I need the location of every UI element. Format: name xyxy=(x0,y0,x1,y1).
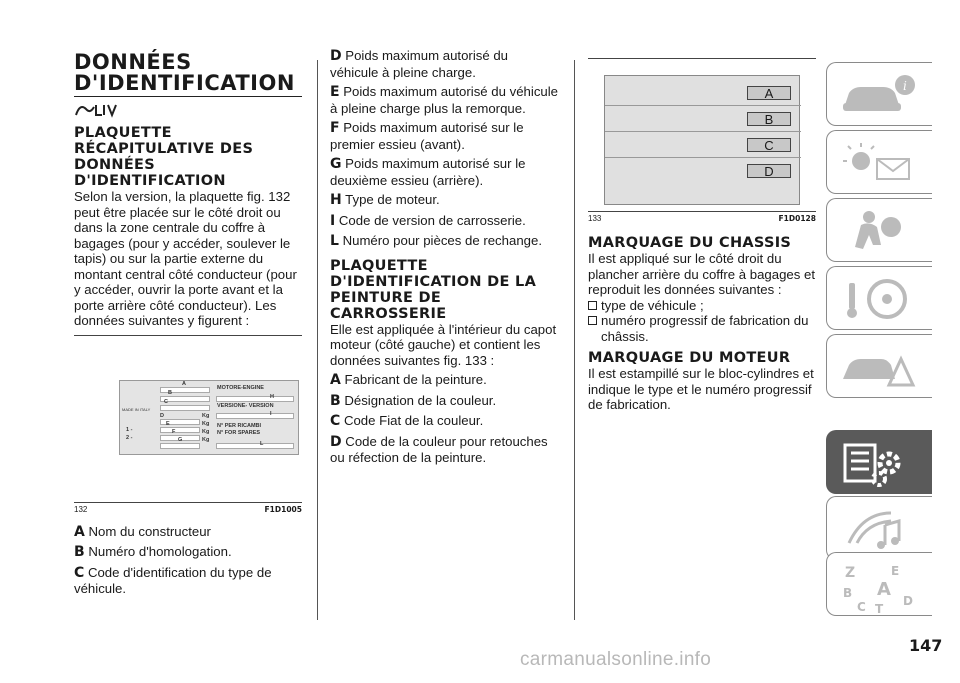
figure-132 xyxy=(74,340,302,500)
plate-label: N° FOR SPARES xyxy=(217,429,261,436)
column-2 xyxy=(330,48,560,466)
steering-key-icon xyxy=(839,273,921,325)
plate-label: N° PER RICAMBI xyxy=(217,422,262,429)
list-item: E Poids maximum autorisé du véhicule à pleine charge plus la remorque. xyxy=(330,84,559,116)
tab-dashboard[interactable] xyxy=(826,130,932,194)
plate-label: 1 - xyxy=(126,426,133,433)
plate-label: L xyxy=(260,440,264,447)
tab-safety[interactable] xyxy=(826,198,932,262)
list-item: F Poids maximum autorisé sur le premier essieu (avant). xyxy=(330,120,524,152)
plate-label: C xyxy=(747,138,791,152)
figure-133 xyxy=(588,59,816,209)
column-separator xyxy=(317,60,318,620)
column-3 xyxy=(588,58,816,413)
tab-starting-driving[interactable] xyxy=(826,266,932,330)
maintenance-gear-icon xyxy=(839,437,921,489)
airbag-safety-icon xyxy=(839,205,921,257)
plate-label: MOTORE-ENGINE xyxy=(217,384,264,391)
plate-label: D xyxy=(747,164,791,178)
breakdown-triangle-icon xyxy=(839,341,921,393)
plate-label: VERSIONE- VERSION xyxy=(217,402,274,409)
plate-label: B xyxy=(747,112,791,126)
list-item: A Nom du constructeur xyxy=(74,523,211,540)
intro-paragraph: Selon la version, la plaquette fig. 132 peut être placée sur le côté droit ou dans la zone centrale du coffre à bagages (pour y accéder, soulever le tapis) ou sur la partie externe du montant central côté conducteur (pour y accéder, ouvrir la porte avant et la porte arrière côté conducteur). Les données suivantes y figurent : xyxy=(74,189,297,328)
tab-index[interactable] xyxy=(826,552,932,616)
list-item: type de véhicule ; xyxy=(588,298,816,314)
list-item: A Fabricant de la peinture. xyxy=(330,372,487,388)
svg-text:A: A xyxy=(877,579,891,600)
list-item: D Code de la couleur pour retouches ou réfection de la peinture. xyxy=(330,433,548,465)
svg-text:C: C xyxy=(857,600,866,614)
index-letters-icon xyxy=(839,559,921,615)
plate-label: Kg xyxy=(202,428,210,435)
plate-label: B xyxy=(168,389,172,396)
watermark: carmanualsonline.info xyxy=(520,649,712,670)
figure-caption xyxy=(588,211,816,229)
plate-label: E xyxy=(166,420,170,427)
plate-label: MADE IN ITALY xyxy=(122,406,151,412)
list-item: numéro progressif de fabrication du châssis. xyxy=(588,313,816,344)
svg-text:T: T xyxy=(875,602,884,615)
multimedia-icon xyxy=(839,503,921,555)
svg-text:Z: Z xyxy=(845,565,856,581)
list-item: I Code de version de carrosserie. xyxy=(330,212,526,229)
plate-label: F xyxy=(172,428,176,435)
section-title-moteur: MARQUAGE DU MOTEUR xyxy=(588,350,791,366)
svg-text:D: D xyxy=(903,594,913,608)
tab-car-info[interactable] xyxy=(826,62,932,126)
list-item: B Numéro d'homologation. xyxy=(74,544,232,560)
list-item: G Poids maximum autorisé sur le deuxième essieu (arrière). xyxy=(330,156,526,188)
paint-plate-diagram xyxy=(604,75,800,205)
intro-paragraph: Elle est appliquée à l'intérieur du capot moteur (côté gauche) et contient les données suivantes fig. 133 : xyxy=(330,321,557,368)
list-item: C Code d'identification du type de véhicule. xyxy=(74,564,272,596)
plate-label: G xyxy=(178,436,183,443)
chassis-paragraph: Il est appliqué sur le côté droit du plancher arrière du coffre à bagages et reproduit les données suivantes : xyxy=(588,251,816,297)
section-title-chassis: MARQUAGE DU CHASSIS xyxy=(588,235,792,251)
list-item: B Désignation de la couleur. xyxy=(330,392,497,409)
divider xyxy=(74,335,302,336)
plate-label: Kg xyxy=(202,420,210,427)
tab-maintenance[interactable] xyxy=(826,430,932,494)
figure-code: F1D0128 xyxy=(778,214,816,223)
svg-text:E: E xyxy=(891,564,900,578)
list-item: D Poids maximum autorisé du véhicule à pleine charge. xyxy=(330,48,509,80)
tab-multimedia[interactable] xyxy=(826,496,932,560)
checkbox-bullet-icon xyxy=(588,301,597,310)
vehicle-logo-icon xyxy=(74,101,302,119)
column-1 xyxy=(74,52,302,597)
chapter-title: DONNÉES D'IDENTIFICATION xyxy=(74,52,302,97)
figure-number: 133 xyxy=(588,214,602,223)
figure-number: 132 xyxy=(74,504,88,514)
list-item: H Type de moteur. xyxy=(330,192,440,208)
plate-label: Kg xyxy=(202,412,210,419)
checkbox-bullet-icon xyxy=(588,316,597,325)
column-separator xyxy=(574,60,575,620)
plate-label: C xyxy=(164,398,168,405)
identification-plate-diagram xyxy=(119,380,299,455)
figure-caption xyxy=(74,502,302,520)
section-title-peinture: PLAQUETTE D'IDENTIFICATION DE LA PEINTURE DE CARROSSERIE xyxy=(330,257,537,322)
page-number: 147 xyxy=(909,636,943,655)
plate-label: Kg xyxy=(202,436,210,443)
plate-label: H xyxy=(270,393,274,400)
plate-label: A xyxy=(182,380,186,387)
list-item: L Numéro pour pièces de rechange. xyxy=(330,233,542,249)
plate-label: A xyxy=(747,86,791,100)
dashboard-warning-icon xyxy=(839,137,921,189)
figure-code: F1D1005 xyxy=(264,504,302,514)
svg-text:B: B xyxy=(843,586,853,600)
plate-label: D xyxy=(160,412,164,419)
list-item: C Code Fiat de la couleur. xyxy=(330,413,484,429)
svg-text:i: i xyxy=(903,79,907,93)
section-title-plaquette: PLAQUETTE RÉCAPITULATIVE DES DONNÉES D'IDENTIFICATION xyxy=(74,125,254,189)
car-info-icon xyxy=(839,69,921,121)
engine-paragraph: Il est estampillé sur le bloc-cylindres et indique le type et le numéro progressif de fabrication. xyxy=(588,366,814,412)
plate-label: 2 - xyxy=(126,434,133,441)
plate-label: I xyxy=(270,410,272,417)
tab-emergency[interactable] xyxy=(826,334,932,398)
